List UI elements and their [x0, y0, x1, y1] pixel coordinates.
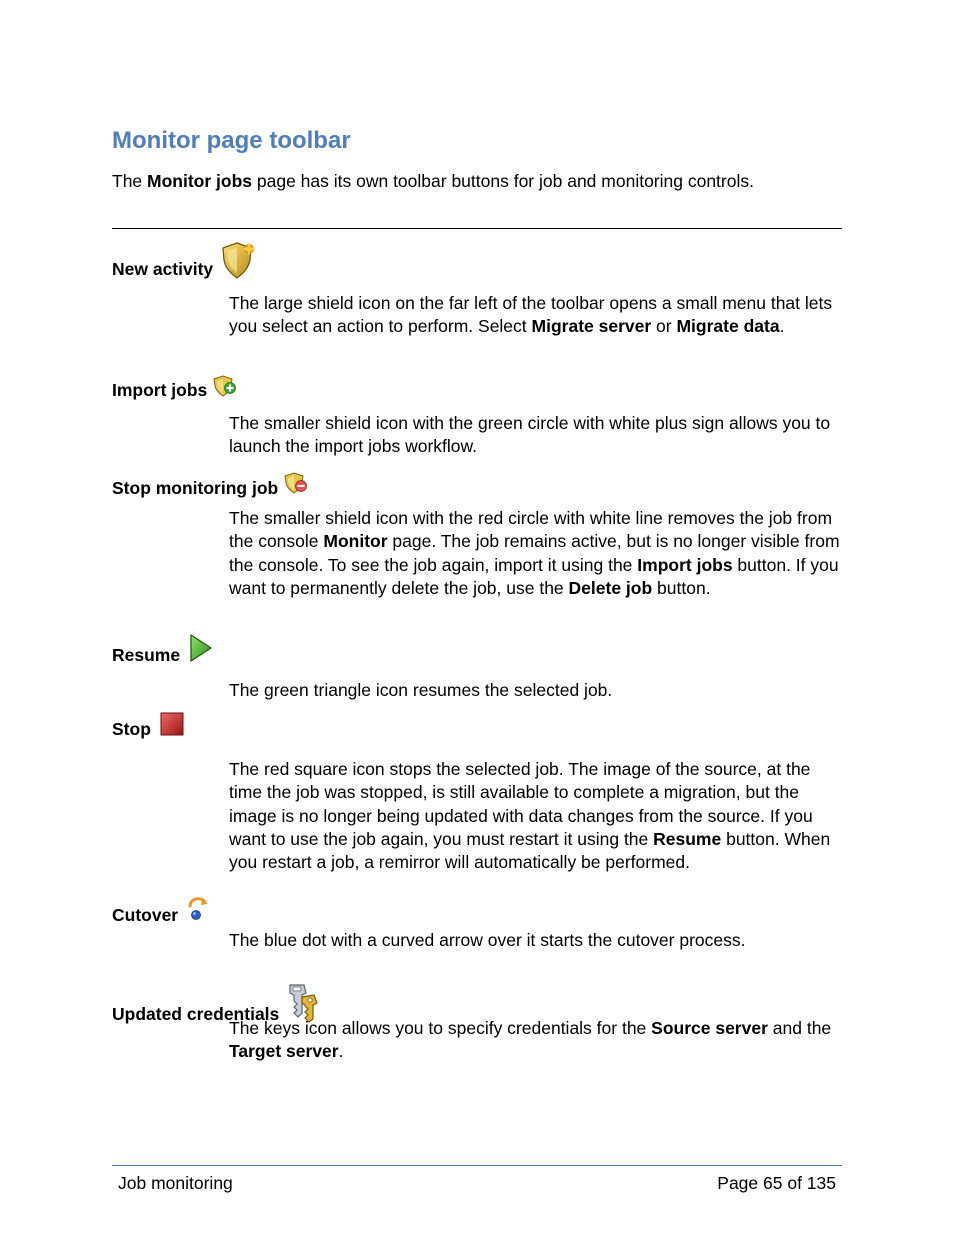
- entry-description-resume: The green triangle icon resumes the selected job.: [229, 680, 613, 700]
- entry-label: Cutover: [112, 905, 179, 925]
- bold-resume: Resume: [653, 828, 722, 849]
- entry-heading-new-activity: [112, 240, 257, 280]
- bold-source-server: Source server: [651, 1018, 768, 1038]
- red-square-icon: [159, 711, 185, 737]
- intro-bold-monitor-jobs: Monitor jobs: [147, 171, 253, 191]
- description-text: The large shield icon on the far left of the toolbar opens a small menu that lets you select an action to perform. Select: [229, 293, 833, 337]
- entry-heading-cutover: [112, 896, 212, 926]
- green-triangle-icon: [189, 633, 213, 663]
- description-text: page. The job remains active, but is no longer visible from the console. To see the job again, import it using the: [229, 531, 840, 575]
- large-shield-icon: [219, 240, 257, 280]
- bold-target-server: Target server: [229, 1041, 339, 1062]
- bold-migrate-server: Migrate server: [531, 316, 652, 337]
- entry-heading-resume: [112, 636, 213, 666]
- description-text: The red square icon stops the selected job. The image of the source, at the time the job was stopped, is still available to complete a migration, but the image is no longer being updated with data changes from the source. If you want to use the job again, you must restart it using the: [229, 759, 813, 849]
- shield-minus-icon: [283, 471, 309, 497]
- entry-label: Stop monitoring job: [112, 478, 279, 498]
- bold-monitor: Monitor: [323, 531, 388, 552]
- description-text: button.: [652, 577, 711, 598]
- intro-text: The: [112, 171, 148, 191]
- entry-heading-import-jobs: [112, 377, 238, 401]
- bold-delete-job: Delete job: [568, 577, 653, 598]
- page-title: Monitor page toolbar: [112, 127, 351, 154]
- entry-heading-stop-monitoring-job: [112, 473, 309, 499]
- description-text: The keys icon allows you to specify credentials for the: [229, 1018, 652, 1038]
- description-text: .: [338, 1041, 344, 1062]
- entry-description-stop: [229, 758, 842, 874]
- bold-import-jobs: Import jobs: [637, 554, 733, 575]
- footer-section-name: Job monitoring: [118, 1173, 233, 1193]
- shield-plus-icon: [212, 374, 238, 398]
- section-divider: [112, 228, 842, 229]
- entry-label: Stop: [112, 719, 151, 739]
- entry-description-cutover: The blue dot with a curved arrow over it starts the cutover process.: [229, 930, 746, 950]
- entry-description-import-jobs: The smaller shield icon with the green circle with white plus sign allows you to launch the import jobs workflow.: [229, 413, 831, 457]
- entry-label: New activity: [112, 259, 214, 279]
- footer-divider: [112, 1165, 842, 1166]
- entry-description-updated-credentials: [229, 1017, 842, 1064]
- bold-migrate-data: Migrate data: [676, 316, 780, 337]
- description-text: and the: [767, 1018, 832, 1038]
- entry-label: Updated credentials: [112, 1004, 280, 1024]
- entry-heading-stop: [112, 714, 185, 740]
- entry-label: Resume: [112, 645, 181, 665]
- intro-text: page has its own toolbar buttons for job and monitoring controls.: [252, 171, 754, 191]
- description-text: or: [651, 316, 677, 337]
- description-text: button. When you restart a job, a remirror will automatically be performed.: [229, 828, 831, 873]
- description-text: .: [779, 316, 785, 337]
- entry-description-new-activity: [229, 292, 842, 339]
- intro-paragraph: [112, 170, 842, 193]
- blue-dot-curved-arrow-icon: [182, 894, 212, 924]
- footer-page-number: Page 65 of 135: [717, 1173, 836, 1193]
- entry-description-stop-monitoring-job: [229, 507, 842, 600]
- description-text: button. If you want to permanently delete the job, use the: [229, 554, 839, 598]
- entry-label: Import jobs: [112, 380, 208, 400]
- description-text: The smaller shield icon with the red circle with white line removes the job from the console: [229, 508, 833, 552]
